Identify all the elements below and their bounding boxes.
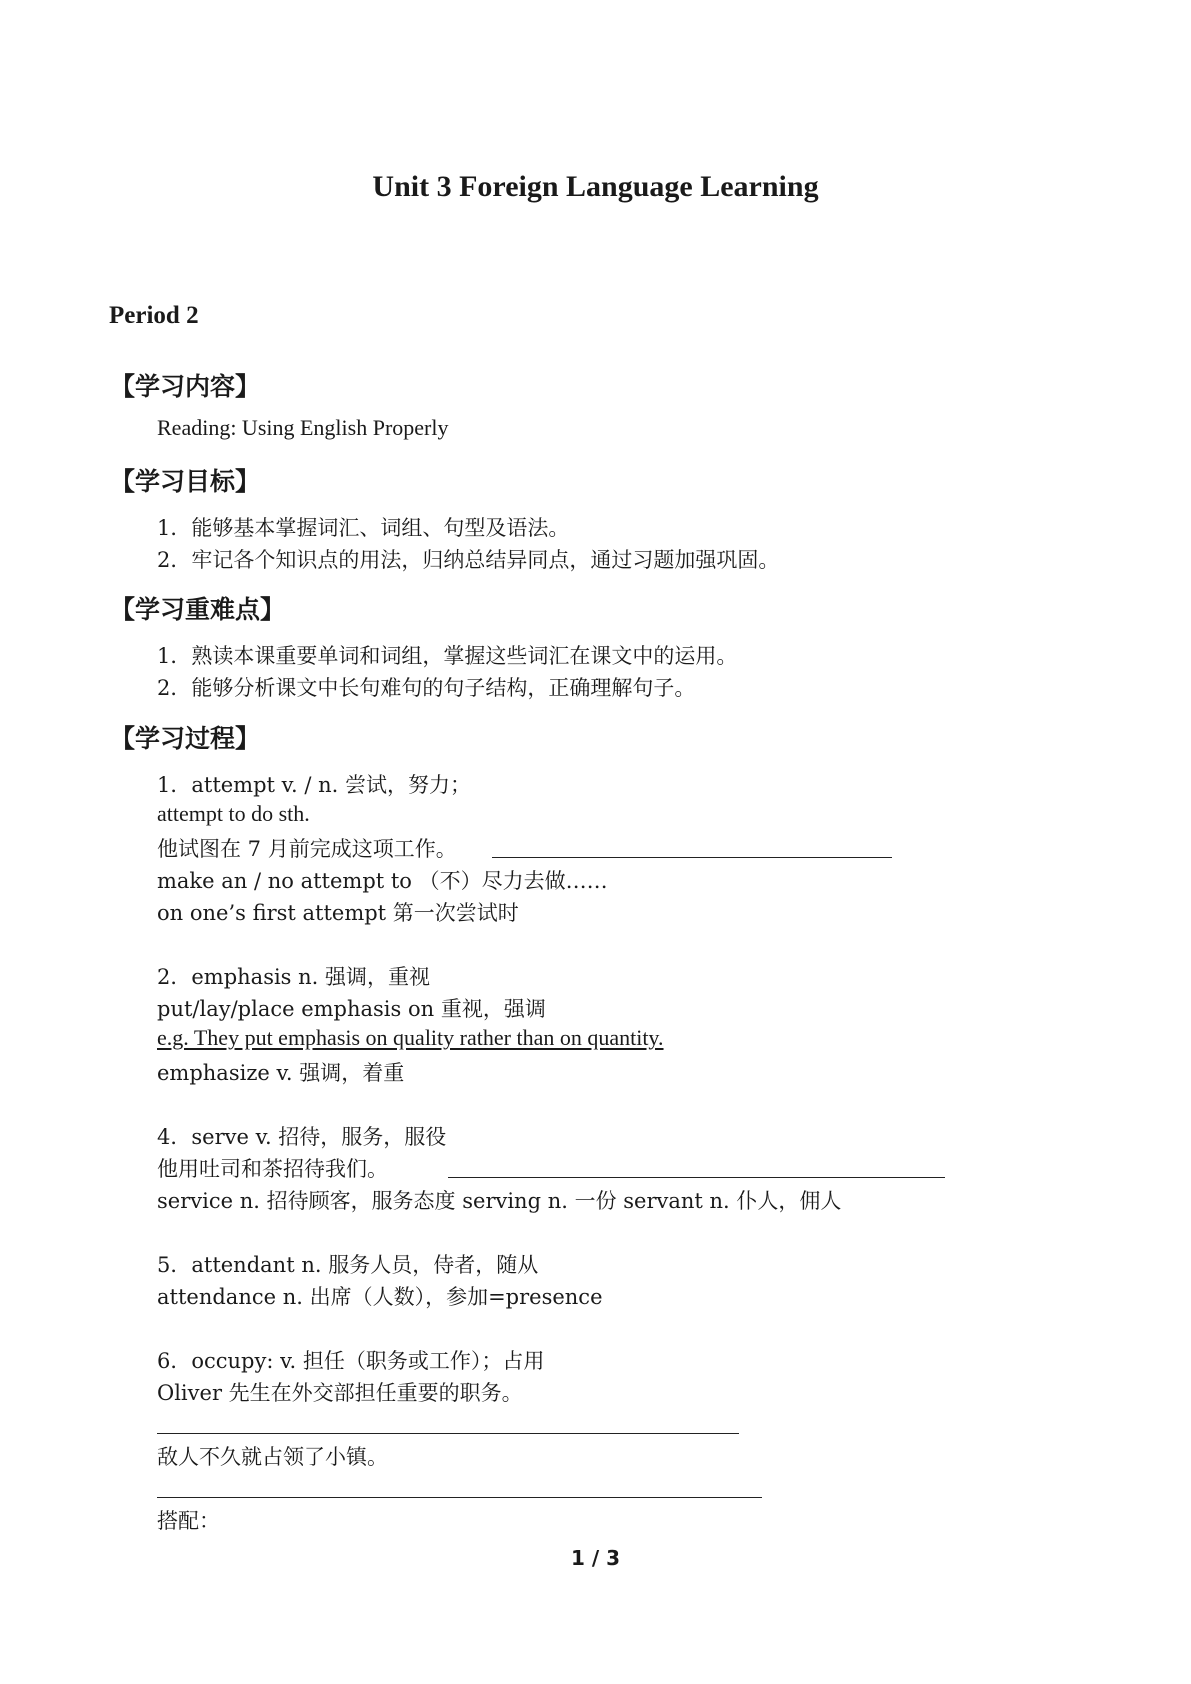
section-heading-goals: 【学习目标】 <box>110 467 261 496</box>
vocab-serve-heading: 4．serve v. 招待，服务，服役 <box>157 1125 447 1149</box>
vocab-attempt-line2: 他试图在 7 月前完成这项工作。 <box>157 837 457 861</box>
answer-blank[interactable] <box>492 857 892 858</box>
answer-blank[interactable] <box>157 1497 762 1498</box>
period-label: Period 2 <box>109 302 199 329</box>
answer-blank[interactable] <box>448 1177 945 1178</box>
vocab-attempt-line1: attempt to do sth. <box>157 801 310 826</box>
answer-blank[interactable] <box>157 1433 739 1434</box>
focus-item-2: 2．能够分析课文中长句难句的句子结构，正确理解句子。 <box>157 676 696 700</box>
vocab-attendant-heading: 5．attendant n. 服务人员，侍者，随从 <box>157 1253 539 1277</box>
vocab-occupy-heading: 6．occupy: v. 担任（职务或工作）；占用 <box>157 1349 545 1373</box>
vocab-attempt-line4: on one’s first attempt 第一次尝试时 <box>157 901 519 925</box>
section-heading-content: 【学习内容】 <box>110 372 261 401</box>
vocab-emphasis-line1: put/lay/place emphasis on 重视，强调 <box>157 997 546 1021</box>
section-heading-focus: 【学习重难点】 <box>110 595 286 624</box>
document-title: Unit 3 Foreign Language Learning <box>372 170 819 203</box>
section-heading-process: 【学习过程】 <box>110 724 261 753</box>
vocab-occupy-line1: Oliver 先生在外交部担任重要的职务。 <box>157 1381 523 1405</box>
vocab-attendant-line1: attendance n. 出席（人数），参加=presence <box>157 1285 603 1309</box>
content-text: Reading: Using English Properly <box>157 415 449 440</box>
vocab-attempt-heading: 1．attempt v. / n. 尝试，努力； <box>157 773 472 797</box>
vocab-emphasis-heading: 2．emphasis n. 强调，重视 <box>157 965 431 989</box>
vocab-emphasis-line3: emphasize v. 强调，着重 <box>157 1061 405 1085</box>
vocab-occupy-line2: 敌人不久就占领了小镇。 <box>157 1445 388 1469</box>
page-number: 1 / 3 <box>570 1546 621 1570</box>
vocab-serve-line2: service n. 招待顾客，服务态度 serving n. 一份 servant n. 仆人，佣人 <box>157 1189 842 1213</box>
goal-item-2: 2．牢记各个知识点的用法，归纳总结异同点，通过习题加强巩固。 <box>157 548 780 572</box>
vocab-emphasis-example: e.g. They put emphasis on quality rather than on quantity. <box>157 1025 664 1050</box>
goal-item-1: 1．能够基本掌握词汇、词组、句型及语法。 <box>157 516 570 540</box>
focus-item-1: 1．熟读本课重要单词和词组，掌握这些词汇在课文中的运用。 <box>157 644 738 668</box>
vocab-occupy-line3: 搭配： <box>157 1509 220 1533</box>
vocab-serve-line1: 他用吐司和茶招待我们。 <box>157 1157 388 1181</box>
vocab-attempt-line3: make an / no attempt to （不）尽力去做…… <box>157 869 608 893</box>
